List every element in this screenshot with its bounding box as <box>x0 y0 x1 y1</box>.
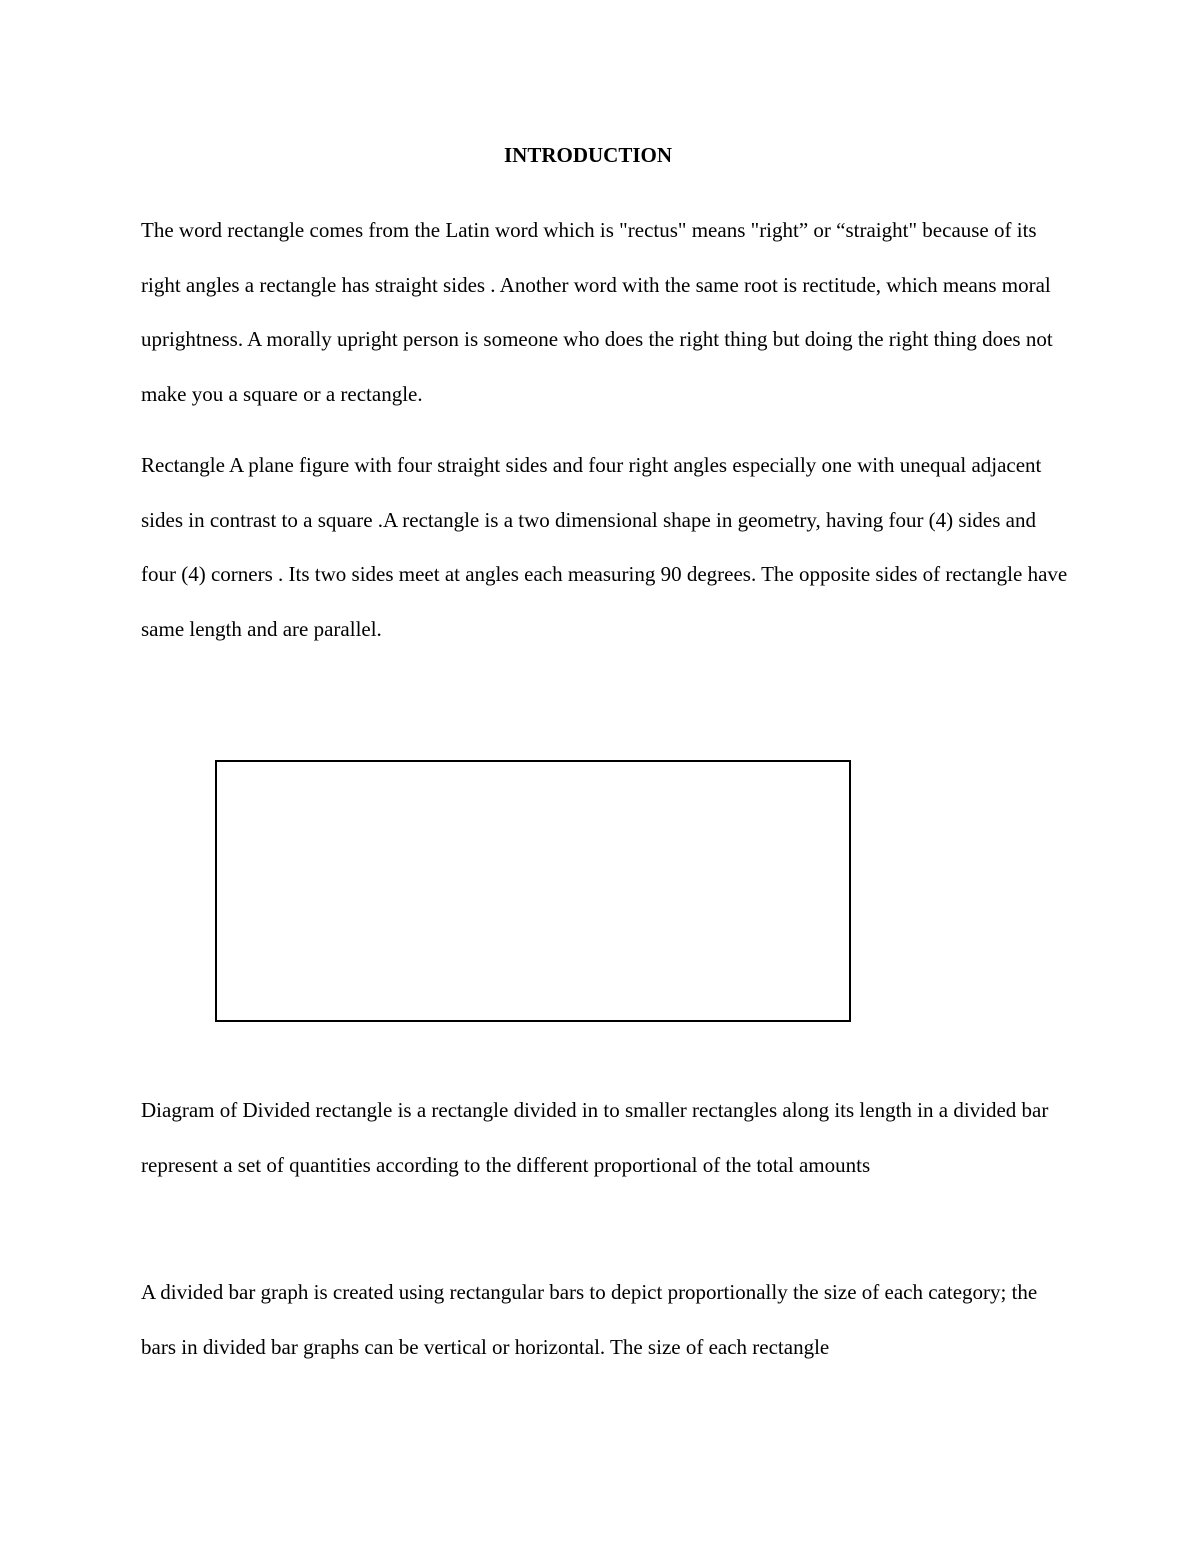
paragraph-rectangle-etymology: The word rectangle comes from the Latin word which is "rectus" means "right” or “straight" because of its right angles a rectangle has straight sides . Another word with the same root is rectitude, which means moral uprightness. A morally upright person is someone who does the right thing but doing the right thing does not make you a square or a rectangle. <box>141 218 1053 406</box>
page-title: INTRODUCTION <box>503 143 673 167</box>
paragraph-rectangle-definition: Rectangle A plane figure with four straight sides and four right angles especially one with unequal adjacent sides in contrast to a square .A rectangle is a two dimensional shape in geometry, having four (4) sides and four (4) corners . Its two sides meet at angles each measuring 90 degrees. The opposite sides of rectangle have same length and are parallel. <box>141 453 1068 641</box>
paragraph-divided-bar-graph: A divided bar graph is created using rectangular bars to depict proportionally the size of each category; the bars in divided bar graphs can be vertical or horizontal. The size of each rectangle <box>141 1280 1038 1359</box>
paragraph-divided-rectangle: Diagram of Divided rectangle is a rectangle divided in to smaller rectangles along its length in a divided bar represent a set of quantities according to the different proportional of the total amounts <box>141 1098 1049 1177</box>
rectangle-figure <box>215 760 851 1022</box>
